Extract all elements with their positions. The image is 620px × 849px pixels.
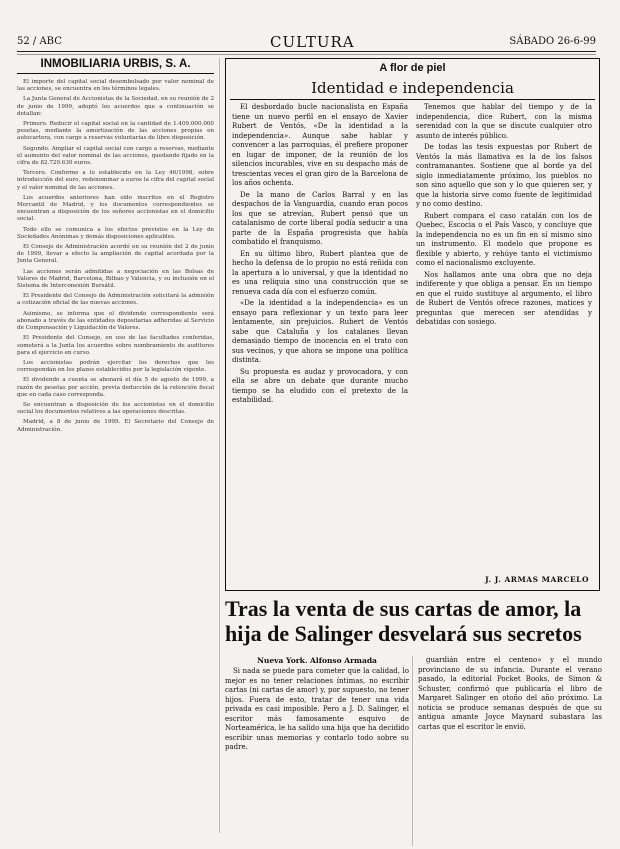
issue-date: SÁBADO 26-6-99 <box>509 36 596 47</box>
paragraph: De la mano de Carlos Barral y en las despachos de la Vanguardia, cuando eran pocos los que se atrevían, Rubert pensó que un catalanismo de corte liberal podía seducir a una parte de la España progresista que había combatido el franquismo. <box>232 190 408 246</box>
paragraph: De todas las tesis expuestas por Rubert de Ventós la más llamativa es la de los falsos contramanantes. Sostiene que al borde ya del siglo inmediatamente próximo, los pueblos no son sino aquello que son y lo que quieren ser, y que la historia sirve como fuente de legitimidad y no como destino. <box>416 143 592 208</box>
company-notice <box>17 58 214 833</box>
paragraph: Segundo. Ampliar el capital social con cargo a reservas, mediante el aumento del valor nominal de las acciones, quedando fijado en la cifra de 82.729.630 euros. <box>17 145 214 167</box>
article-column-right <box>418 656 602 846</box>
box-rule <box>230 99 595 100</box>
paragraph: El Consejo de Administración acordó en su reunión del 2 de junio de 1999, llevar a efecto la ampliación de capital acordada por la Junta General. <box>17 244 214 265</box>
paragraph: El Presidente del Consejo de Administración solicitará la admisión a cotización oficial de las nuevas acciones. <box>17 293 214 307</box>
box-kicker: A flor de piel <box>379 62 446 74</box>
paragraph: El Presidente del Consejo, en uso de las facultades conferidas, someterá a la Junta los acuerdos sobre nombramiento de auditores para el ejercicio en curso. <box>17 335 214 356</box>
article-paragraph: Si nada se puede para cometer que la calidad, lo mejor es no tener relaciones íntimas, no escribir cartas (ni cartas de amor) y, por supuesto, no tener hijos. Fuera de esto, tratar de tener una vida privada es casi imposible. Pero a J. D. Salinger, el escritor más famosamente esquivo de Norteamérica, le ha salido una hija que ha decidido escribir unas memorias y contarlo todo sobre su padre. <box>225 667 409 751</box>
opinion-box <box>225 58 600 591</box>
column-divider <box>219 58 220 833</box>
article-column-divider <box>412 656 413 846</box>
page-number: 52 / ABC <box>17 36 62 47</box>
paragraph: La Junta General de Accionistas de la Sociedad, en su reunión de 2 de junio de 1999, adoptó los acuerdos que a continuación se detallan: <box>17 96 214 117</box>
box-column-right <box>416 103 592 573</box>
article-column-left <box>225 656 409 846</box>
paragraph: Su propuesta es audaz y provocadora, y con ella se abre un debate que durante mucho tiempo se ha eludido con el pretexto de la estabilidad. <box>232 367 408 404</box>
paragraph: Se encuentran a disposición de los accionistas en el domicilio social los documentos relativos a las operaciones descritas. <box>17 401 214 416</box>
paragraph: Primero. Reducir el capital social en la cantidad de 1.409.000.000 pesetas, mediante la amortización de las acciones propias en autocartera, con cargo a reservas voluntarias de libre disposición. <box>17 121 214 142</box>
paragraph: Los acuerdos anteriores han sido inscritos en el Registro Mercantil de Madrid, y los documentos correspondientes se encuentran a disposición de los señores accionistas en el domicilio social. <box>17 194 214 223</box>
header-rule <box>17 51 596 52</box>
notice-title: INMOBILIARIA URBIS, S. A. <box>17 58 214 74</box>
paragraph: Nos hallamos ante una obra que no deja indiferente y que obliga a pensar. En un tiempo en que el ruido sustituye al argumento, el libro de Rubert de Ventós ofrece razones, matices y preguntas que merecen ser atendidas y debatidas con sosiego. <box>416 270 592 326</box>
article-headline: Tras la venta de sus cartas de amor, la hija de Salinger desvelará sus secretos <box>225 596 582 646</box>
paragraph: En su último libro, Rubert plantea que de hecho la defensa de lo propio no está reñida con la apertura a lo universal, y que la identidad no es una reliquia sino una construcción que se renueva cada día con el esfuerzo común. <box>232 249 408 296</box>
article-paragraph: guardián entre el centeno» y el mundo provinciano de su infancia. Durante el verano pasado, la editorial Pocket Books, de Simon & Schuster, confirmó que publicaría el libro de Margaret Salinger en otoño del año próximo. La noticia se produce semanas después de que su antigua amante Joyce Maynard subastara las cartas que el escritor le envió. <box>418 656 602 731</box>
paragraph: Rubert compara el caso catalán con los de Quebec, Escocia o el País Vasco, y concluye que la independencia no es un fin en sí mismo sino un instrumento. El modelo que propone es flexible y abierto, y rehúye tanto el victimismo como el nacionalismo excluyente. <box>416 211 592 267</box>
paragraph: «De la identidad a la independencia» es un ensayo para reflexionar y un texto para leer lentamente, sin prejuicios. Rubert de Ventós sabe que Cataluña y los catalanes llevan demasiado tiempo de inocencia en el trato con sus vecinos, y que ahora se impone una política distinta. <box>232 299 408 364</box>
box-title: Identidad e independencia <box>311 79 514 97</box>
paragraph: Asimismo, se informa que el dividendo correspondiente será abonado a través de las entidades depositarias adheridas al Servicio de Compensación y Liquidación de Valores. <box>17 310 214 332</box>
paragraph: Tenemos que hablar del tiempo y de la independencia, dice Rubert, con la misma serenidad con la que se discute cualquier otro asunto de interés público. <box>416 103 592 140</box>
header-rule-thin <box>17 54 596 55</box>
paragraph: El dividendo a cuenta se abonará el día 5 de agosto de 1999, a razón de pesetas por acción, previa deducción de la retención fiscal que en cada caso corresponda. <box>17 377 214 398</box>
paragraph: Tercero. Conforme a lo establecido en la Ley 46/1998, sobre introducción del euro, redenominar a euros la cifra del capital social y el valor nominal de las acciones. <box>17 170 214 191</box>
paragraph: Los accionistas podrán ejercitar los derechos que les correspondan en los plazos establecidos por la legislación vigente. <box>17 359 214 374</box>
box-column-left <box>232 103 408 573</box>
paragraph: Madrid, a 8 de junio de 1999. El Secretario del Consejo de Administración. <box>17 419 214 433</box>
paragraph: Las acciones serán admitidas a negociación en las Bolsas de Valores de Madrid, Barcelona, Bilbao y Valencia, y su inclusión en el Sistema de Interconexión Bursátil. <box>17 268 214 290</box>
paragraph: El importe del capital social desembolsado por valor nominal de las acciones, se encuentra en los términos legales. <box>17 79 214 93</box>
notice-body <box>17 79 214 434</box>
article-byline: Nueva York. Alfonso Armada <box>257 656 377 665</box>
author-signature: J. J. ARMAS MARCELO <box>485 575 589 584</box>
paragraph: El desbordado bucle nacionalista en España tiene un nuevo perfil en el ensayo de Xavier Rubert de Ventós, «De la identidad a la independencia». Aunque sabe hablar y convencer a las parroquias, él prefiere proponer en lugar de imponer, de la reunión de los silencios incurables, vive en su despacho más de trescientas veces el gran giro de la Barcelona de los años ochenta. <box>232 103 408 187</box>
section-title: CULTURA <box>270 33 355 51</box>
paragraph: Todo ello se comunica a los efectos previstos en la Ley de Sociedades Anónimas y demás disposiciones aplicables. <box>17 226 214 240</box>
